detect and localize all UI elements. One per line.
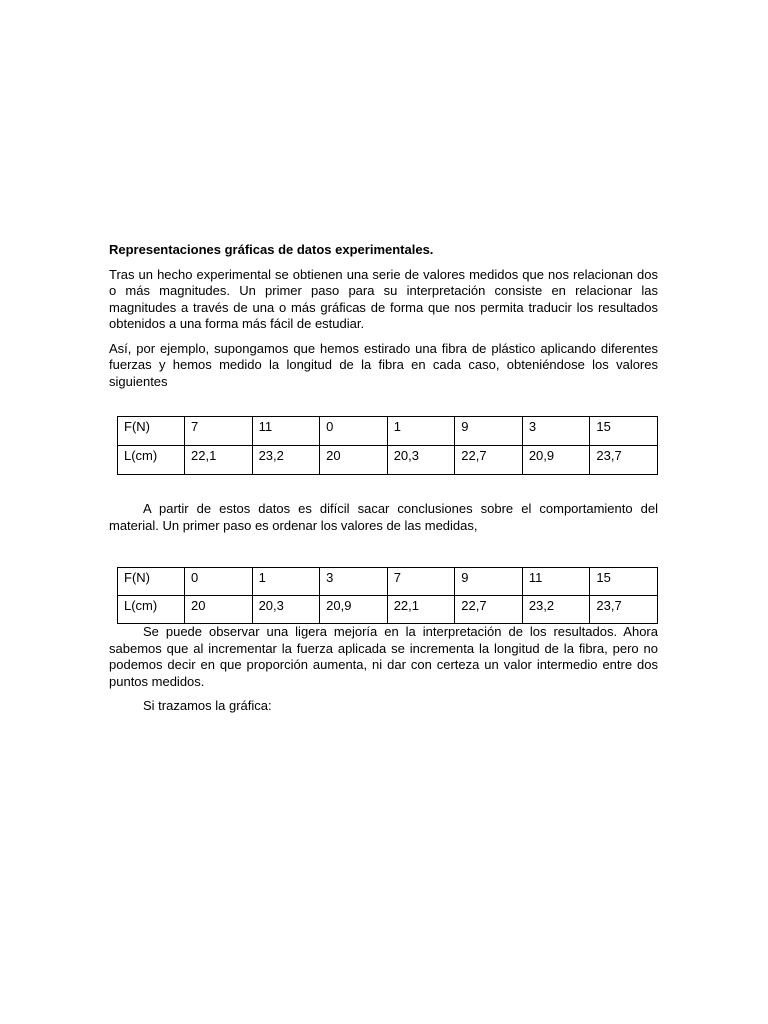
table-unordered-wrapper	[109, 416, 658, 475]
table-cell: 1	[252, 568, 320, 596]
table-row	[118, 417, 658, 446]
table-cell: 1	[387, 417, 455, 446]
paragraph-order: A partir de estos datos es difícil sacar conclusiones sobre el comportamiento del material. Un primer paso es ordenar los valores de las medidas,	[109, 501, 658, 533]
table-cell: 20	[320, 446, 388, 475]
table-cell: 23,2	[252, 446, 320, 475]
table-cell: 9	[455, 417, 523, 446]
table-cell: 22,1	[387, 596, 455, 624]
table-cell: 0	[320, 417, 388, 446]
table-cell: L(cm)	[118, 596, 185, 624]
table-cell: 20,3	[387, 446, 455, 475]
paragraph-observation: Se puede observar una ligera mejoría en la interpretación de los resultados. Ahora sabemos que al incrementar la fuerza aplicada se incrementa la longitud de la fibra, pero no podemos decir en que proporción aumenta, ni dar con certeza un valor intermedio entre dos puntos medidos.	[109, 624, 658, 689]
document-body	[109, 242, 658, 723]
table-cell: 11	[252, 417, 320, 446]
table-ordered-wrapper	[109, 567, 658, 624]
table-cell: 7	[387, 568, 455, 596]
table-cell: F(N)	[118, 568, 185, 596]
table-cell: 0	[185, 568, 253, 596]
table-row	[118, 568, 658, 596]
paragraph-graph-intro: Si trazamos la gráfica:	[143, 698, 272, 713]
table-cell: 23,2	[522, 596, 590, 624]
table-cell: 20	[185, 596, 253, 624]
table-ordered	[117, 567, 658, 624]
table-unordered	[117, 416, 658, 475]
table-cell: 20,9	[522, 446, 590, 475]
table-cell: 7	[185, 417, 253, 446]
table-cell: 22,1	[185, 446, 253, 475]
table-cell: 3	[320, 568, 388, 596]
table-cell: 9	[455, 568, 523, 596]
table-cell: 20,9	[320, 596, 388, 624]
table-cell: F(N)	[118, 417, 185, 446]
table-cell: 3	[522, 417, 590, 446]
table-cell: 23,7	[590, 596, 658, 624]
document-title: Representaciones gráficas de datos experimentales.	[109, 242, 434, 257]
table-cell: 23,7	[590, 446, 658, 475]
paragraph-example: Así, por ejemplo, supongamos que hemos estirado una fibra de plástico aplicando diferentes fuerzas y hemos medido la longitud de la fibra en cada caso, obteniéndose los valores siguientes	[109, 340, 658, 389]
table-cell: 20,3	[252, 596, 320, 624]
table-row	[118, 446, 658, 475]
table-cell: 15	[590, 417, 658, 446]
table-cell: 22,7	[455, 596, 523, 624]
table-cell: L(cm)	[118, 446, 185, 475]
table-cell: 15	[590, 568, 658, 596]
table-cell: 11	[522, 568, 590, 596]
table-row	[118, 596, 658, 624]
paragraph-intro: Tras un hecho experimental se obtienen una serie de valores medidos que nos relacionan dos o más magnitudes. Un primer paso para su interpretación consiste en relacionar las magnitudes a través de una o más gráficas de forma que nos permita traducir los resultados obtenidos a una forma más fácil de estudiar.	[109, 266, 658, 331]
table-cell: 22,7	[455, 446, 523, 475]
